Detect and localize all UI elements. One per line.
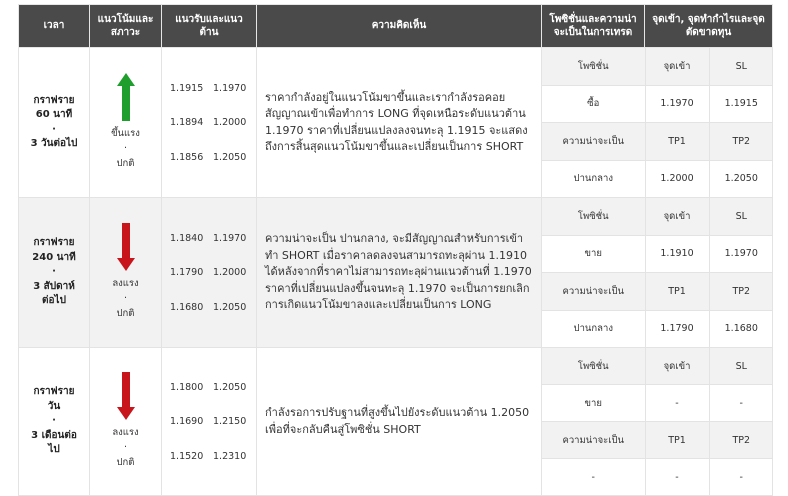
sr-level-row <box>170 105 256 140</box>
trend-status: ลงแรง · ปกติ <box>112 427 139 468</box>
resistance-value: 1.2310 <box>213 450 247 462</box>
support-value: 1.1800 <box>170 381 204 393</box>
support-resistance-cell <box>162 198 257 348</box>
sr-level-row <box>170 255 256 290</box>
sr-level-row <box>170 221 256 256</box>
sr-level-row <box>170 370 256 405</box>
sr-level-row <box>170 71 256 106</box>
trade-detail-value: - <box>542 459 645 496</box>
trade-detail-value: จุดเข้า <box>645 348 709 385</box>
support-value: 1.1690 <box>170 416 204 427</box>
trade-detail-value: - <box>645 459 709 496</box>
resistance-value: 1.2150 <box>213 416 247 427</box>
trade-detail-value: โพซิชั่น <box>542 198 645 235</box>
comment-cell: ราคากำลังอยู่ในแนวโน้มขาขึ้นและเรากำลังรอคอยสัญญาณเข้าเพื่อทำการ LONG ที่จุดเหนือระดับแนวต้าน 1.1970 ราคาที่เปลี่ยนแปลงลงจนทะลุ 1.1915 จะแสดงถึงการสิ้นสุดแนวโน้มขาขึ้นและเปลี่ยนเป็นการ SHORT <box>257 48 542 198</box>
trend-down-arrow-icon <box>117 372 135 420</box>
header-comment: ความคิดเห็น <box>257 5 542 48</box>
resistance-value: 1.2050 <box>213 381 247 393</box>
trade-details-cell <box>542 348 773 496</box>
trade-detail-value: TP1 <box>645 422 709 459</box>
support-value: 1.1840 <box>170 232 204 244</box>
timeframe-cell: กราฟราย วัน · 3 เดือนต่อ ไป <box>19 348 90 496</box>
trade-details-row <box>542 385 773 422</box>
trade-details-row <box>542 348 773 385</box>
trade-details-row <box>542 459 773 496</box>
trade-detail-value: 1.1970 <box>645 85 709 123</box>
trade-detail-value: จุดเข้า <box>645 48 709 85</box>
resistance-value: 1.1970 <box>213 232 247 244</box>
trade-detail-value: - <box>709 385 773 422</box>
sr-level-row <box>170 404 256 439</box>
trade-details-cell <box>542 198 773 348</box>
table-row <box>19 198 773 348</box>
header-timeframe: เวลา <box>19 5 90 48</box>
trend-down-arrow-icon <box>117 223 135 271</box>
trade-details-table <box>542 198 773 347</box>
trade-detail-value: จุดเข้า <box>645 198 709 235</box>
trade-details-row <box>542 422 773 459</box>
trade-detail-value: TP2 <box>709 273 773 311</box>
support-value: 1.1856 <box>170 151 204 163</box>
support-resistance-cell <box>162 48 257 198</box>
header-trend: แนวโน้มและสภาวะ <box>90 5 162 48</box>
trade-detail-value: 1.2000 <box>645 160 709 197</box>
trade-details-table <box>542 48 773 197</box>
trade-details-row <box>542 123 773 161</box>
trade-details-row <box>542 48 773 85</box>
comment-cell: กำลังรอการปรับฐานที่สูงขึ้นไปยังระดับแนวต้าน 1.2050 เพื่อที่จะกลับคืนสู่โพซิชั่น SHORT <box>257 348 542 496</box>
support-resistance-cell <box>162 348 257 496</box>
trade-details-table <box>542 348 773 495</box>
trade-detail-value: ปานกลาง <box>542 310 645 347</box>
trend-cell <box>90 348 162 496</box>
sr-level-row <box>170 140 256 175</box>
trade-detail-value: SL <box>709 198 773 235</box>
trade-detail-value: SL <box>709 348 773 385</box>
trend-up-arrow-icon <box>117 73 135 121</box>
header-entry-tp-sl: จุดเข้า, จุดทำกำไรและจุดตัดขาดทุน <box>645 5 773 48</box>
support-value: 1.1790 <box>170 267 204 278</box>
header-position: โพซิชั่นและความน่าจะเป็นในการเทรด <box>542 5 645 48</box>
resistance-value: 1.1970 <box>213 82 247 94</box>
trade-details-row <box>542 235 773 273</box>
header-row <box>19 5 773 48</box>
trade-detail-value: SL <box>709 48 773 85</box>
trade-detail-value: ความน่าจะเป็น <box>542 273 645 311</box>
trade-detail-value: TP1 <box>645 273 709 311</box>
trend-cell <box>90 198 162 348</box>
timeframe-cell: กราฟราย 60 นาที · 3 วันต่อไป <box>19 48 90 198</box>
trade-details-row <box>542 273 773 311</box>
trend-cell <box>90 48 162 198</box>
trade-detail-value: 1.1915 <box>709 85 773 123</box>
trade-detail-value: ขาย <box>542 235 645 273</box>
header-support-resistance: แนวรับและแนวต้าน <box>162 5 257 48</box>
trade-detail-value: โพซิชั่น <box>542 348 645 385</box>
trade-details-row <box>542 310 773 347</box>
trade-detail-value: ซื้อ <box>542 85 645 123</box>
trade-details-row <box>542 85 773 123</box>
comment-cell: ความน่าจะเป็น ปานกลาง, จะมีสัญญาณสำหรับการเข้าทำ SHORT เมื่อราคาลดลงจนสามารถทะลุผ่าน 1.1910 ได้หลังจากที่ราคาไม่สามารถทะลุผ่านแนวต้านที่ 1.1970 ราคาที่เปลี่ยนแปลงขึ้นจนทะลุ 1.1970 จะเป็นการยกเลิกการเกิดแนวโน้มขาลงและเปลี่ยนเป็นการ LONG <box>257 198 542 348</box>
trade-detail-value: ปานกลาง <box>542 160 645 197</box>
trade-detail-value: - <box>645 385 709 422</box>
trade-detail-value: 1.1680 <box>709 310 773 347</box>
sr-level-row <box>170 439 256 474</box>
table-row <box>19 48 773 198</box>
trade-detail-value: ความน่าจะเป็น <box>542 422 645 459</box>
trade-detail-value: - <box>709 459 773 496</box>
forecast-table <box>18 4 773 496</box>
trade-details-row <box>542 160 773 197</box>
table-row <box>19 348 773 496</box>
trade-detail-value: โพซิชั่น <box>542 48 645 85</box>
trade-detail-value: ความน่าจะเป็น <box>542 123 645 161</box>
trade-detail-value: 1.1910 <box>645 235 709 273</box>
trade-detail-value: TP1 <box>645 123 709 161</box>
trade-details-cell <box>542 48 773 198</box>
sr-level-row <box>170 290 256 325</box>
support-value: 1.1894 <box>170 117 204 128</box>
trade-detail-value: 1.2050 <box>709 160 773 197</box>
trade-detail-value: TP2 <box>709 422 773 459</box>
resistance-value: 1.2000 <box>213 267 247 278</box>
resistance-value: 1.2000 <box>213 117 247 128</box>
resistance-value: 1.2050 <box>213 151 247 163</box>
forecast-table-wrapper <box>18 4 772 496</box>
support-value: 1.1520 <box>170 450 204 462</box>
trade-detail-value: 1.1970 <box>709 235 773 273</box>
trade-detail-value: TP2 <box>709 123 773 161</box>
support-value: 1.1680 <box>170 301 204 313</box>
resistance-value: 1.2050 <box>213 301 247 313</box>
trade-detail-value: ขาย <box>542 385 645 422</box>
trade-details-row <box>542 198 773 235</box>
trade-detail-value: 1.1790 <box>645 310 709 347</box>
trend-status: ลงแรง · ปกติ <box>112 278 139 319</box>
trend-status: ขึ้นแรง · ปกติ <box>111 128 140 169</box>
timeframe-cell: กราฟราย 240 นาที · 3 สัปดาห์ ต่อไป <box>19 198 90 348</box>
support-value: 1.1915 <box>170 82 204 94</box>
